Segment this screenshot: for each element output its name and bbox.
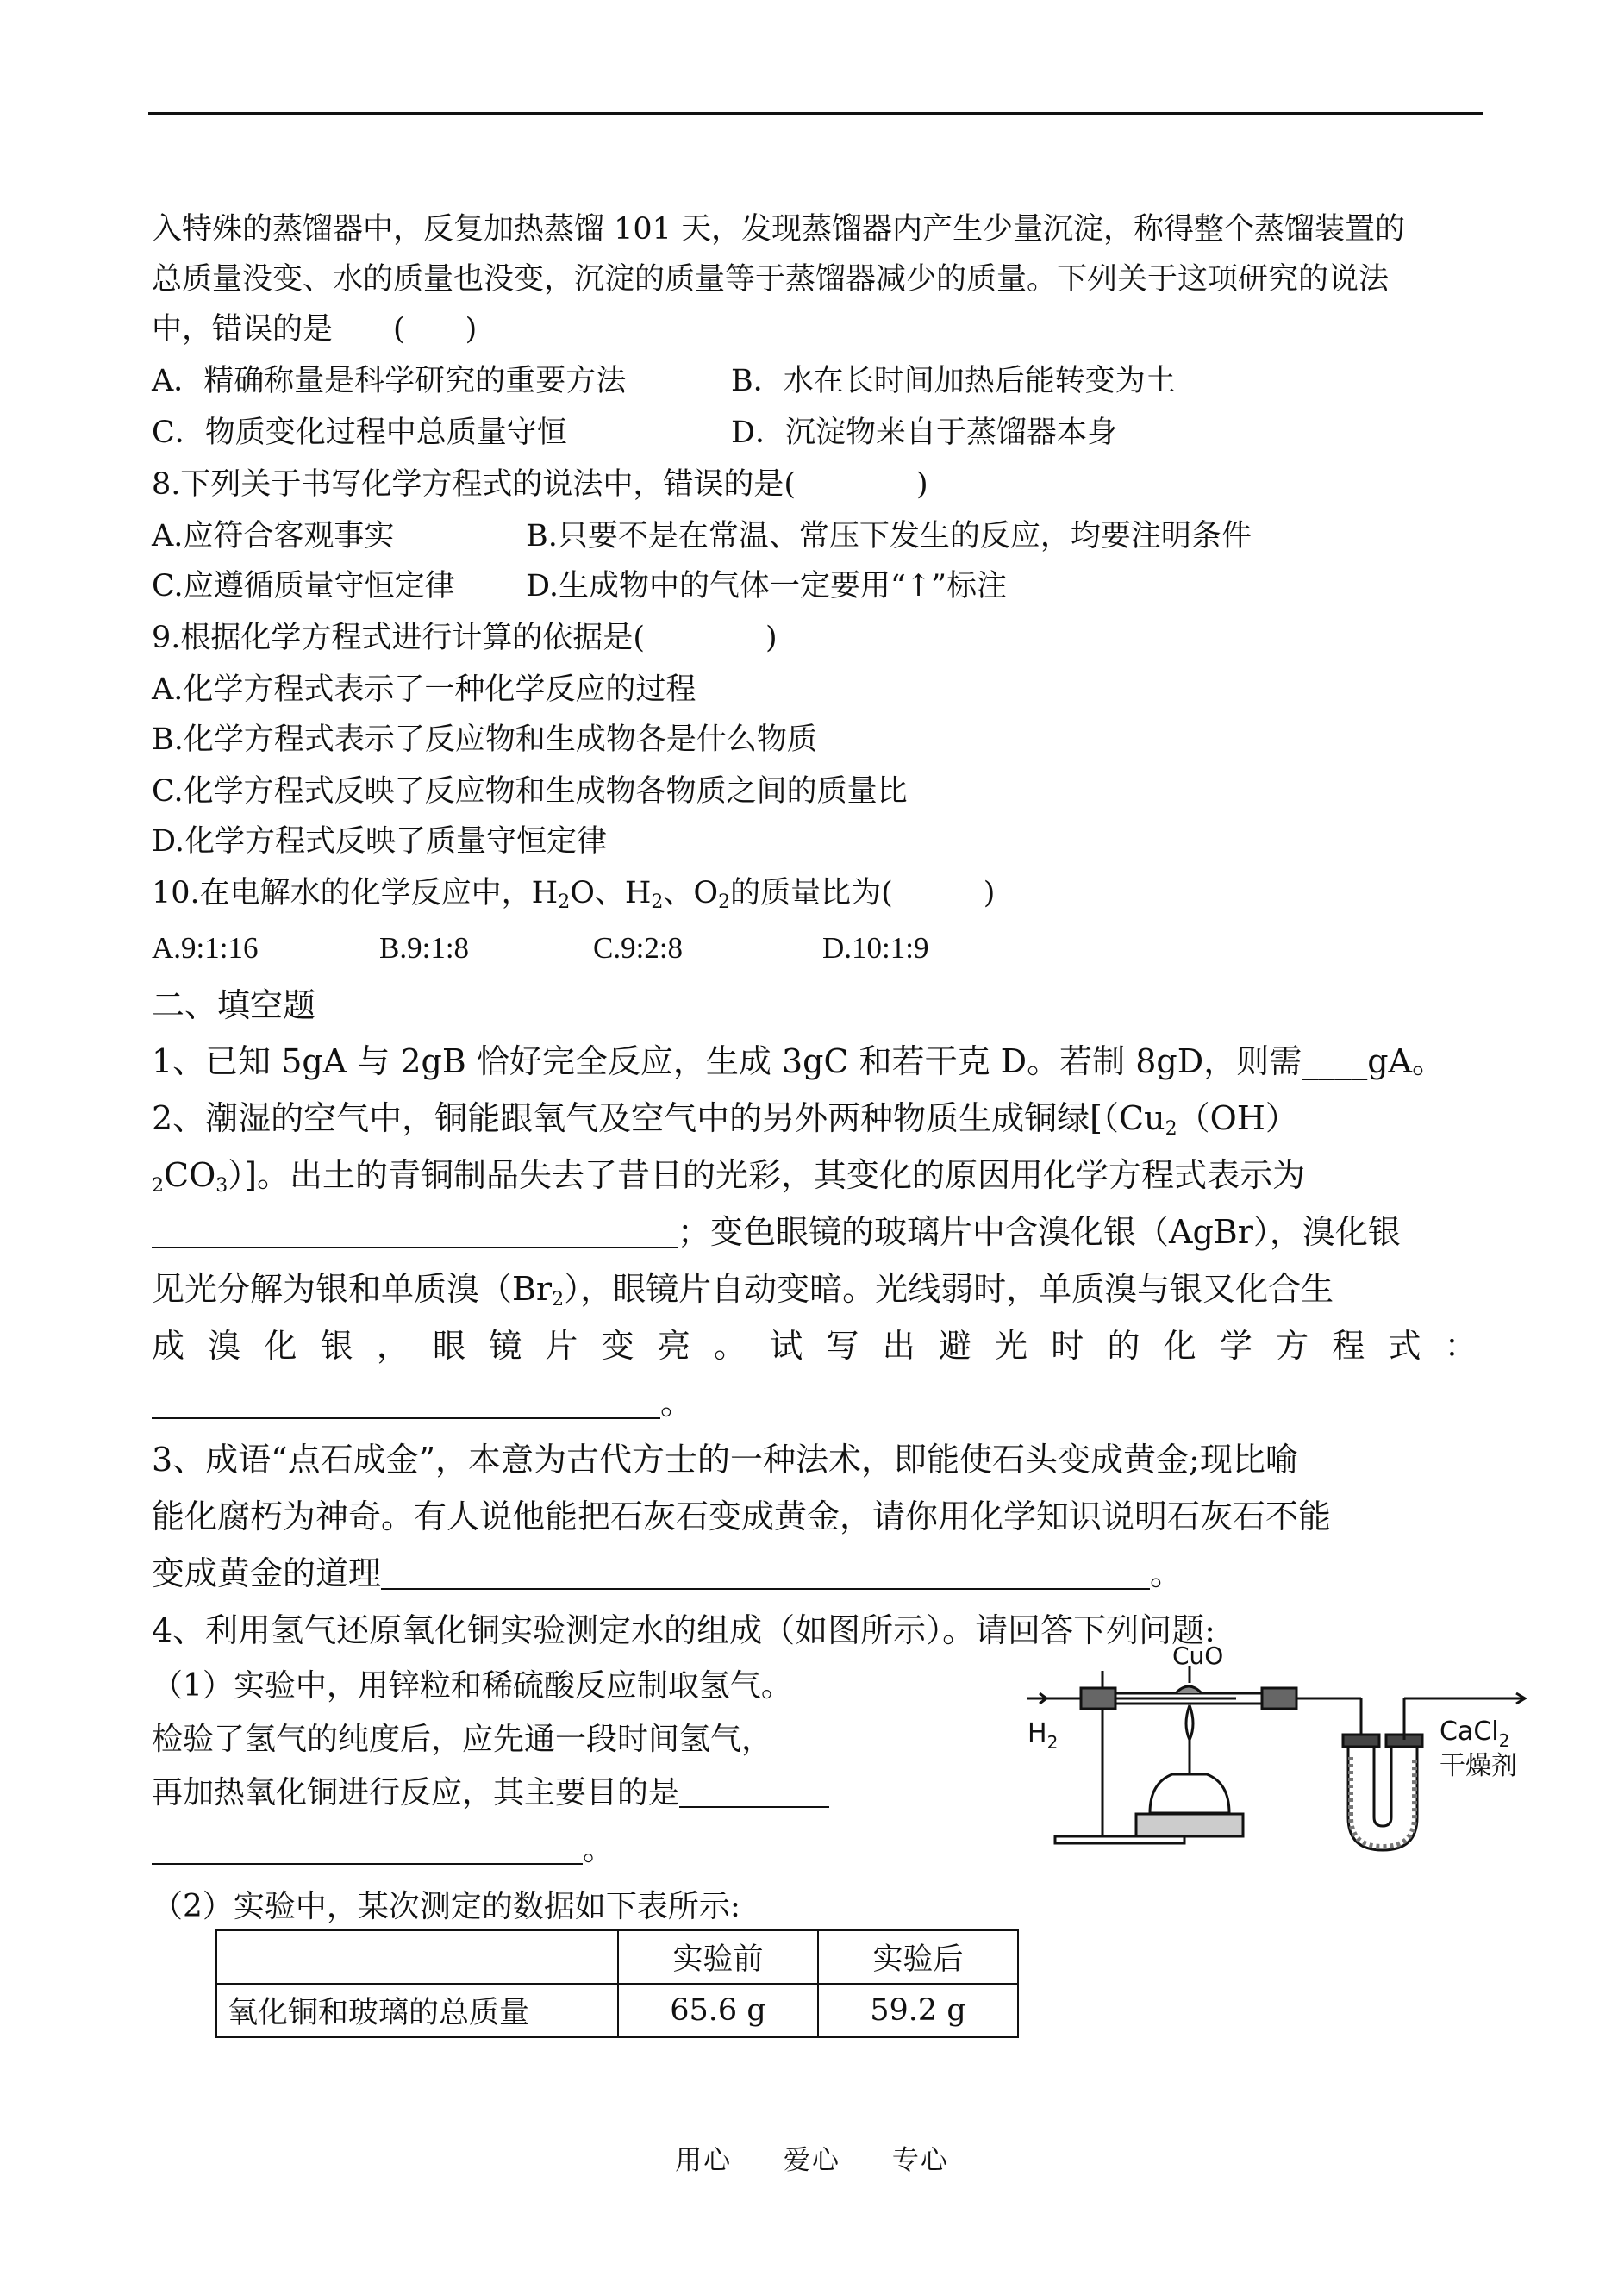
footer-word: 爱心 <box>784 2145 840 2176</box>
fill-q2-line-6: 。 <box>152 1378 1496 1428</box>
cuo-sample <box>1176 1686 1202 1693</box>
justified-char: 避 <box>938 1327 971 1365</box>
justified-char: 化 <box>264 1327 297 1365</box>
section-title: 二、填空题 <box>152 986 316 1024</box>
q9-option-d: D.化学方程式反映了质量守恒定律 <box>152 824 607 859</box>
drying-agent <box>1351 1757 1415 1847</box>
justified-char: 镜 <box>489 1327 522 1365</box>
justified-char: 试 <box>770 1327 803 1365</box>
justified-char: 银 <box>320 1327 353 1365</box>
q8-option-c: C.应遵循质量守恒定律 <box>152 569 455 603</box>
page-footer <box>0 2138 1624 2177</box>
table-cell: 59.2 g <box>818 1984 1018 2037</box>
footer-word: 专心 <box>891 2145 949 2176</box>
q10-option-c: C.9:2:8 <box>593 931 684 965</box>
drier-label: 干燥剂 <box>1440 1751 1517 1781</box>
fill-q4-line-4: 。 <box>152 1826 1496 1874</box>
answer-blank[interactable] <box>381 1557 1150 1590</box>
justified-char: 化 <box>1163 1327 1196 1365</box>
cuo-label: CuO <box>1172 1645 1224 1670</box>
q7-option-b: B．水在长时间加热后能转变为土 <box>731 364 1176 398</box>
fill-q3-line-3: 变成黄金的道理 。 <box>152 1554 1184 1592</box>
q8-option-a: A.应符合客观事实 <box>152 519 395 553</box>
q8-options-row-2 <box>152 564 1496 609</box>
fill-q4-part2: （2）实验中，某次测定的数据如下表所示: <box>152 1889 741 1924</box>
q7-line-1: 入特殊的蒸馏器中，反复加热蒸馏 101 天，发现蒸馏器内产生少量沉淀，称得整个蒸馏装置的 <box>152 212 1406 247</box>
justified-char: ： <box>1444 1327 1477 1365</box>
q10-option-d: D.10:1:9 <box>822 931 929 965</box>
cacl2-label: CaCl$_2$ <box>1440 1717 1510 1751</box>
q8-option-d: D.生成物中的气体一定要用“↑”标注 <box>526 569 1008 603</box>
table-header: 实验后 <box>818 1930 1018 1984</box>
justified-char: 溴 <box>208 1327 241 1365</box>
fill-q4-part1: （1）实验中，用锌粒和稀硫酸反应制取氢气。 <box>152 1668 792 1704</box>
fill-q2-line-4: 见光分解为银和单质溴$(Br_2)$，眼镜片自动变暗。光线弱时，单质溴与银又化合生 <box>152 1270 1334 1310</box>
answer-blank[interactable] <box>152 1216 678 1248</box>
table-header <box>216 1930 618 1984</box>
lamp-base <box>1136 1814 1243 1836</box>
fill-q3-line-2: 能化腐朽为神奇。有人说他能把石灰石变成黄金，请你用化学知识说明石灰石不能 <box>152 1498 1332 1535</box>
answer-blank[interactable] <box>152 1386 660 1419</box>
fill-q4-line-2: 检验了氢气的纯度后，应先通一段时间氢气， <box>152 1722 773 1757</box>
justified-char: 出 <box>882 1327 915 1365</box>
q7-option-c: C．物质变化过程中总质量守恒 <box>152 416 567 450</box>
table-cell: 65.6 g <box>618 1984 818 2037</box>
q7-options-row-1 <box>152 359 1496 403</box>
justified-char: 时 <box>1051 1327 1084 1365</box>
justified-char: 变 <box>601 1327 634 1365</box>
q8-options-row-1 <box>152 514 1496 559</box>
table-header-row <box>216 1930 1018 1984</box>
justified-char: 程 <box>1332 1327 1365 1365</box>
data-table <box>215 1929 1019 2038</box>
justified-char: ， <box>376 1327 409 1365</box>
q10-options <box>152 926 1496 971</box>
apparatus-diagram <box>1021 1645 1538 1860</box>
justified-char: 光 <box>995 1327 1028 1365</box>
q10-option-a: A.9:1:16 <box>152 931 259 965</box>
justified-char: 的 <box>1107 1327 1140 1365</box>
q8-stem: 8.下列关于书写化学方程式的说法中，错误的是( ) <box>152 467 928 502</box>
q7-option-a: A．精确称量是科学研究的重要方法 <box>152 364 627 398</box>
fill-q2-line-5 <box>152 1321 1477 1371</box>
justified-char: 亮 <box>657 1327 690 1365</box>
footer-word: 用心 <box>675 2145 733 2176</box>
q7-line-3: 中，错误的是 ( ) <box>152 312 478 347</box>
q9-option-c: C.化学方程式反映了反应物和生成物各物质之间的质量比 <box>152 774 908 809</box>
fill-q4-line-3: 再加热氧化铜进行反应，其主要目的是 <box>152 1769 1496 1817</box>
q9-option-a: A.化学方程式表示了一种化学反应的过程 <box>152 672 696 707</box>
clamp <box>1081 1688 1115 1709</box>
q9-stem: 9.根据化学方程式进行计算的依据是( ) <box>152 621 778 655</box>
justified-char: 成 <box>152 1327 185 1365</box>
q7-options-row-2 <box>152 410 1496 455</box>
fill-q2-line-3: ；变色眼镜的玻璃片中含溴化银（AgBr），溴化银 <box>152 1207 1496 1257</box>
fill-q1: 1、已知 5gA 与 2gB 恰好完全反应，生成 3gC 和若干克 D。若制 8gD，则需____gA。 <box>152 1042 1445 1080</box>
q9-option-b: B.化学方程式表示了反应物和生成物各是什么物质 <box>152 722 817 757</box>
header-rule <box>148 112 1483 115</box>
justified-char: 。 <box>714 1327 747 1365</box>
justified-char: 式 <box>1388 1327 1421 1365</box>
table-cell: 氧化铜和玻璃的总质量 <box>216 1984 618 2037</box>
alcohol-lamp <box>1150 1774 1229 1813</box>
q7-line-2: 总质量没变、水的质量也没变，沉淀的质量等于蒸馏器减少的质量。下列关于这项研究的说法 <box>152 262 1390 297</box>
justified-char: 眼 <box>433 1327 466 1365</box>
fill-q4-line-1: 4、利用氢气还原氧化铜实验测定水的组成（如图所示）。请回答下列问题: <box>152 1611 1215 1649</box>
fill-q2-line-2: $_2CO_3$）]。出土的青铜制品失去了昔日的光彩，其变化的原因用化学方程式表示为 <box>152 1156 1306 1197</box>
justified-char: 学 <box>1219 1327 1252 1365</box>
table-row <box>216 1984 1018 2037</box>
u-tube <box>1348 1740 1417 1850</box>
fill-q3-line-1: 3、成语“点石成金”，本意为古代方士的一种法术，即能使石头变成黄金;现比喻 <box>152 1441 1298 1479</box>
flame-icon <box>1186 1705 1193 1740</box>
q10-stem: 10.在电解水的化学反应中，$H_2O$、$H_2$、$O_2$的质量比为( ) <box>152 876 996 913</box>
justified-char: 方 <box>1276 1327 1309 1365</box>
justified-char: 片 <box>545 1327 578 1365</box>
justified-char: 写 <box>826 1327 859 1365</box>
answer-blank[interactable] <box>679 1775 829 1808</box>
answer-blank[interactable] <box>152 1832 583 1865</box>
q7-option-d: D．沉淀物来自于蒸馏器本身 <box>731 416 1118 450</box>
q8-option-b: B.只要不是在常温、常压下发生的反应，均要注明条件 <box>526 519 1252 553</box>
fill-q2-line-1: 2、潮湿的空气中，铜能跟氧气及空气中的另外两种物质生成铜绿[（$Cu_2(OH)$ <box>152 1099 1298 1140</box>
h2-label: $H_2$ <box>1027 1718 1059 1753</box>
table-header: 实验前 <box>618 1930 818 1984</box>
clamp <box>1262 1688 1296 1709</box>
q10-option-b: B.9:1:8 <box>379 931 470 965</box>
